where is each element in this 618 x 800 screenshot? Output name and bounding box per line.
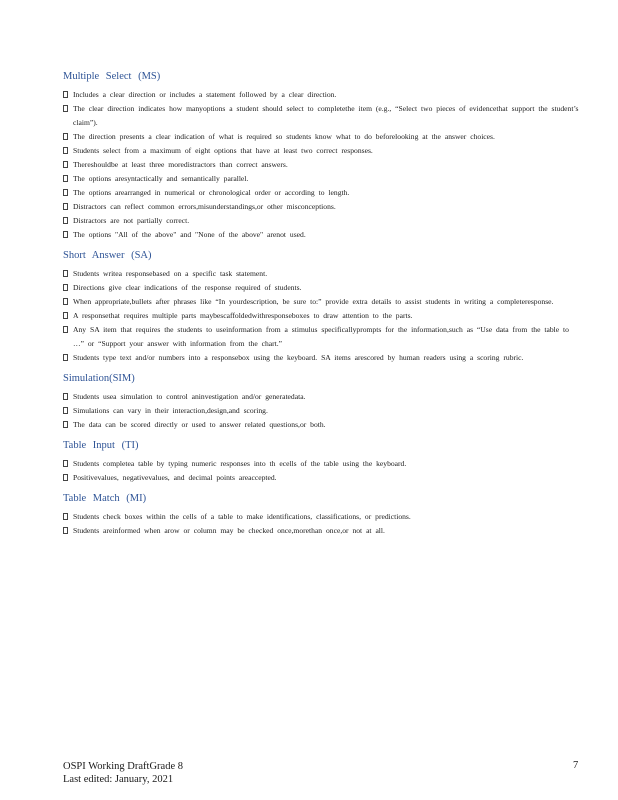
list-item-text: Students check boxes within the cells of a table to make identifications, classifications, or predictions. [73,512,411,521]
checkbox-glyph-icon [63,460,68,467]
list-item [63,144,583,158]
checkbox-glyph-icon [63,217,68,224]
list-item [63,309,583,323]
list-item-text: Students writea responsebased on a specific task statement. [73,269,268,278]
checkbox-glyph-icon [63,393,68,400]
list-item-text: When appropriate,bullets after phrases like “In yourdescription, be sure to:” provide extra details to assist students in writing a completeresponse. [73,297,554,306]
checkbox-glyph-icon [63,133,68,140]
list-item-text: Students type text and/or numbers into a responsebox using the keyboard. SA items arescored by human readers using a scoring rubric. [73,353,524,362]
section-heading: Multiple Select (MS) [63,71,161,82]
document-body [63,70,583,545]
list-item [63,510,583,524]
list-item-text: A responsethat requires multiple parts maybescaffoldedwithresponseboxes to draw attention to the parts. [73,311,413,320]
checkbox-glyph-icon [63,91,68,98]
checkbox-glyph-icon [63,105,68,112]
list-item-text: Students select from a maximum of eight options that have at least two correct responses. [73,146,373,155]
checkbox-glyph-icon [63,189,68,196]
list-item-text: Any SA item that requires the students to useinformation from a stimulus specificallyprompts for the information,such as “Use data from the table to …” or “Support your answer with information from the chart.” [73,325,569,348]
section-table-input [63,439,583,485]
list-item [63,404,583,418]
list-item-text: Directions give clear indications of the response required of students. [73,283,302,292]
checkbox-glyph-icon [63,147,68,154]
checkbox-glyph-icon [63,407,68,414]
list-item [63,102,583,130]
list-item [63,323,583,351]
list-item [63,524,583,538]
list-item-text: Positivevalues, negativevalues, and decimal points areaccepted. [73,473,277,482]
list-item [63,158,583,172]
section-heading: Table Input (TI) [63,440,139,451]
page-footer [63,760,183,786]
list-item [63,295,583,309]
list-item [63,186,583,200]
list-item-text: The options aresyntactically and semantically parallel. [73,174,249,183]
list-item-text: Includes a clear direction or includes a statement followed by a clear direction. [73,90,337,99]
checkbox-glyph-icon [63,527,68,534]
list-item [63,390,583,404]
checkbox-glyph-icon [63,161,68,168]
list-item-text: Simulations can vary in their interaction,design,and scoring. [73,406,268,415]
list-item [63,471,583,485]
list-item [63,214,583,228]
section-multiple-select [63,70,583,242]
page-number: 7 [573,760,579,771]
checkbox-glyph-icon [63,326,68,333]
list-item-text: The options "All of the above" and "None of the above" arenot used. [73,230,306,239]
list-item-text: The direction presents a clear indication of what is required so students know what to do beforelooking at the answer choices. [73,132,495,141]
list-item [63,130,583,144]
checkbox-glyph-icon [63,298,68,305]
checkbox-glyph-icon [63,354,68,361]
list-item [63,88,583,102]
list-item [63,281,583,295]
list-item-text: Thereshouldbe at least three moredistractors than correct answers. [73,160,288,169]
list-item-text: The clear direction indicates how manyoptions a student should select to completethe item (e.g., “Select two pieces of evidencethat support the student’s claim”). [73,104,579,127]
checkbox-glyph-icon [63,270,68,277]
checkbox-glyph-icon [63,175,68,182]
checkbox-glyph-icon [63,474,68,481]
section-simulation [63,372,583,432]
section-table-match [63,492,583,538]
checkbox-glyph-icon [63,203,68,210]
footer-title: OSPI Working DraftGrade 8 [63,761,183,772]
section-short-answer [63,249,583,365]
list-item [63,228,583,242]
footer-last-edited: Last edited: January, 2021 [63,774,174,785]
list-item [63,200,583,214]
section-heading: Simulation(SIM) [63,373,135,384]
list-item-text: Students areinformed when arow or column may be checked once,morethan once,or not at all. [73,526,385,535]
checkbox-glyph-icon [63,284,68,291]
checkbox-glyph-icon [63,513,68,520]
list-item-text: The data can be scored directly or used to answer related questions,or both. [73,420,326,429]
checkbox-glyph-icon [63,312,68,319]
list-item [63,457,583,471]
list-item-text: Distractors are not partially correct. [73,216,190,225]
list-item [63,267,583,281]
list-item [63,172,583,186]
list-item-text: Students usea simulation to control aninvestigation and/or generatedata. [73,392,306,401]
checkbox-glyph-icon [63,231,68,238]
list-item [63,418,583,432]
list-item-text: The options arearranged in numerical or chronological order or according to length. [73,188,350,197]
list-item [63,351,583,365]
section-heading: Table Match (MI) [63,493,147,504]
list-item-text: Students completea table by typing numeric responses into th ecells of the table using the keyboard. [73,459,407,468]
list-item-text: Distractors can reflect common errors,misunderstandings,or other misconceptions. [73,202,336,211]
section-heading: Short Answer (SA) [63,250,152,261]
checkbox-glyph-icon [63,421,68,428]
